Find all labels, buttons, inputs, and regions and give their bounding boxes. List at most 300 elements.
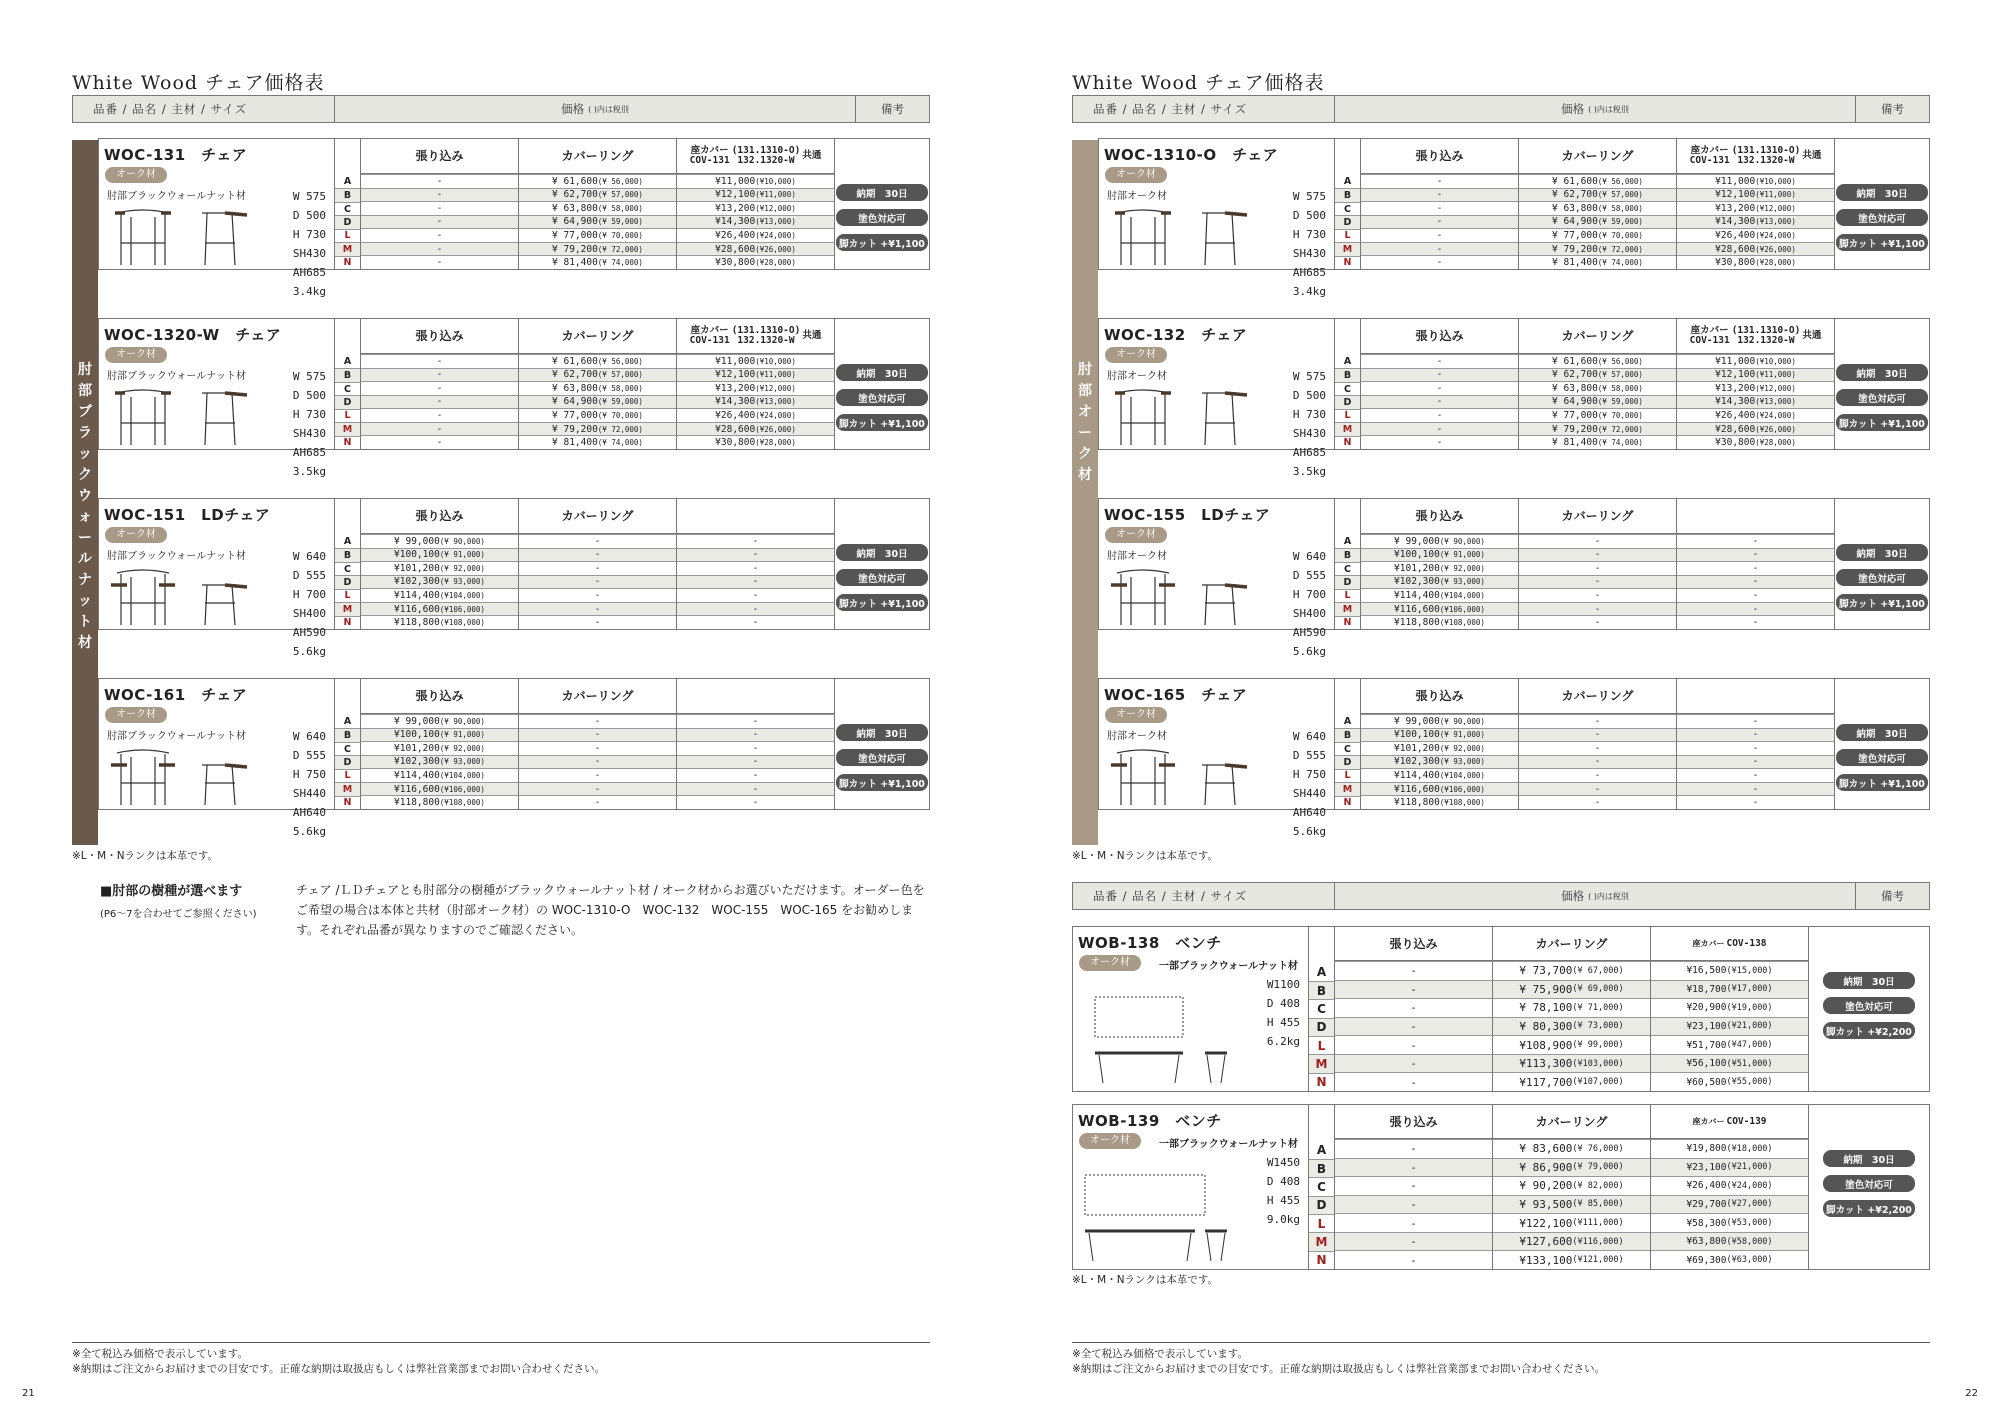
price-cell: -: [519, 714, 676, 728]
price-cell: -: [1519, 755, 1676, 769]
rank-label: N: [1335, 616, 1360, 629]
price-cell: -: [361, 188, 518, 202]
remark-badge: 脚カット +¥2,200: [1823, 1200, 1915, 1217]
product-name: WOC-161 チェア: [104, 686, 248, 704]
price-cell: -: [1361, 215, 1518, 229]
spec-line: SH430: [292, 427, 326, 440]
price-cell: ¥100,100 (¥ 91,000): [1361, 728, 1518, 742]
price-cell: ¥117,700 (¥107,000): [1493, 1072, 1650, 1091]
rank-label: A: [1343, 716, 1352, 728]
remark-badge: 脚カット +¥1,100: [1836, 774, 1928, 791]
rank-label: C: [335, 202, 360, 215]
remark-badge: 脚カット +¥2,200: [1823, 1022, 1915, 1039]
oak-badge: オーク材: [1105, 167, 1167, 183]
price-cell: -: [1361, 188, 1518, 202]
covering-column: [1493, 927, 1651, 1091]
rank-label: L: [1335, 769, 1360, 782]
price-cell: ¥ 99,000 (¥ 90,000): [1361, 714, 1518, 728]
seat-cover-header: 座カバー COV-131 (131.1310-O) 132.1320-W 共通: [1677, 319, 1834, 354]
seat-cover-column: [1677, 679, 1835, 809]
price-cell: -: [677, 782, 834, 796]
spec-line: H 730: [292, 228, 326, 241]
product-name: WOB-138 ベンチ: [1078, 934, 1222, 952]
price-cell: ¥30,800 (¥28,000): [1677, 435, 1834, 449]
spec-line: D 500: [292, 209, 326, 222]
spec-line: AH685: [1292, 446, 1326, 459]
sidebar-char: 材: [78, 635, 92, 651]
table-header: [1072, 882, 1930, 910]
price-cell: ¥ 79,200 (¥ 72,000): [519, 422, 676, 436]
price-cell: -: [1361, 422, 1518, 436]
arm-selection-title: ■肘部の樹種が選べます: [100, 884, 243, 899]
price-cell: ¥101,200 (¥ 92,000): [361, 741, 518, 755]
spec-line: 3.5kg: [1292, 465, 1326, 478]
rank-column: [335, 679, 361, 809]
seat-cover-header: 座カバー COV-131 (131.1310-O) 132.1320-W 共通: [1677, 139, 1834, 174]
price-cell: -: [519, 534, 676, 548]
rank-label: D: [1335, 575, 1360, 588]
leather-note: ※L・M・Nランクは本革です。: [1072, 850, 1219, 862]
price-cell: ¥ 78,100 (¥ 71,000): [1493, 998, 1650, 1017]
arm-selection-sub: (P6～7を合わせてご参照ください): [100, 909, 257, 920]
product-info: [1099, 319, 1335, 478]
price-cell: ¥14,300 (¥13,000): [1677, 215, 1834, 229]
spec-line: 3.4kg: [292, 285, 326, 298]
remark-badge: 納期 30日: [1836, 544, 1928, 561]
spec-line: D 408: [1266, 997, 1300, 1010]
price-cell: -: [361, 381, 518, 395]
rank-label: D: [1335, 395, 1360, 408]
harikomi-column-header: 張り込み: [361, 139, 518, 174]
harikomi-column: [1361, 319, 1519, 449]
price-cell: -: [1677, 602, 1834, 616]
price-cell: ¥133,100 (¥121,000): [1493, 1250, 1650, 1269]
price-cell: ¥12,100 (¥11,000): [677, 188, 834, 202]
price-cell: ¥26,400 (¥24,000): [1677, 408, 1834, 422]
spec-line: D 555: [292, 749, 326, 762]
rank-label: C: [1309, 1177, 1334, 1195]
header-price-note: ( )内は税別: [1588, 891, 1629, 901]
price-cell: ¥28,600 (¥26,000): [677, 242, 834, 256]
price-cell: ¥ 62,700 (¥ 57,000): [1519, 368, 1676, 382]
price-cell: -: [1519, 548, 1676, 562]
price-cell: -: [519, 795, 676, 809]
price-cell: -: [677, 575, 834, 589]
price-cell: -: [361, 408, 518, 422]
seat-cover-column: [677, 499, 835, 629]
spec-line: H 730: [1292, 408, 1326, 421]
price-cell: -: [519, 561, 676, 575]
rank-label: L: [335, 409, 360, 422]
price-cell: ¥ 63,800 (¥ 58,000): [1519, 201, 1676, 215]
price-cell: -: [1677, 548, 1834, 562]
chair-illustration: [1107, 383, 1257, 447]
harikomi-column: [361, 319, 519, 449]
rank-label: D: [335, 215, 360, 228]
price-cell: -: [361, 215, 518, 229]
seat-cover-header: 座カバー COV-131 (131.1310-O) 132.1320-W 共通: [677, 139, 834, 174]
product-block: [1098, 318, 1930, 478]
covering-column-header: カバーリング: [1493, 927, 1650, 961]
header-remarks-col: 備考: [1881, 102, 1904, 116]
spec-line: W 575: [292, 370, 326, 383]
oak-badge: オーク材: [105, 167, 167, 183]
sidebar-char: ッ: [78, 593, 92, 609]
spec-line: SH400: [292, 607, 326, 620]
rank-label: B: [1309, 1159, 1334, 1177]
remark-badge: 塗色対応可: [1836, 749, 1928, 766]
price-cell: -: [1519, 602, 1676, 616]
price-cell: -: [1361, 242, 1518, 256]
remark-badge: 納期 30日: [1836, 184, 1928, 201]
armrest-material: 肘部ブラックウォールナット材: [107, 191, 246, 202]
oak-badge: オーク材: [1105, 347, 1167, 363]
chair-illustration: [107, 743, 257, 807]
seat-cover-header: [677, 499, 834, 534]
price-cell: -: [1677, 615, 1834, 629]
rank-label: D: [335, 395, 360, 408]
price-cell: -: [1335, 1176, 1492, 1195]
rank-label: B: [335, 188, 360, 201]
price-cell: ¥ 79,200 (¥ 72,000): [1519, 422, 1676, 436]
table-header: [72, 95, 930, 123]
price-cell: -: [1335, 1195, 1492, 1214]
covering-column-header: カバーリング: [1519, 679, 1676, 714]
rank-label: A: [343, 356, 352, 368]
seat-cover-column: [1677, 319, 1835, 449]
price-cell: -: [1677, 782, 1834, 796]
header-price-note: ( )内は税別: [588, 104, 629, 114]
price-cell: ¥28,600 (¥26,000): [1677, 242, 1834, 256]
seat-cover-column: [677, 679, 835, 809]
product-name: WOC-165 チェア: [1104, 686, 1248, 704]
rank-column: [335, 319, 361, 449]
harikomi-column-header: 張り込み: [1361, 499, 1518, 534]
footer-notes: [72, 1342, 930, 1377]
spec-line: AH640: [292, 806, 326, 819]
page-title: White Wood チェア価格表: [1072, 72, 1325, 94]
rank-column: [1309, 927, 1335, 1091]
harikomi-column: [1361, 679, 1519, 809]
material-sidebar: [72, 140, 98, 845]
sidebar-char: ラ: [78, 425, 92, 441]
price-cell: -: [677, 548, 834, 562]
covering-column: [1493, 1105, 1651, 1269]
price-cell: -: [1361, 435, 1518, 449]
price-cell: ¥100,100 (¥ 91,000): [361, 548, 518, 562]
spec-line: AH640: [1292, 806, 1326, 819]
price-cell: ¥108,900 (¥ 99,000): [1493, 1035, 1650, 1054]
product-block: [98, 678, 930, 838]
covering-column: [519, 499, 677, 629]
price-cell: -: [677, 588, 834, 602]
price-cell: ¥ 81,400 (¥ 74,000): [1519, 255, 1676, 269]
header-price-col: [1335, 96, 1856, 122]
price-cell: -: [1677, 561, 1834, 575]
bench-illustration: [1081, 993, 1231, 1085]
spec-line: 5.6kg: [1292, 825, 1326, 838]
price-cell: -: [1519, 741, 1676, 755]
price-cell: -: [1519, 782, 1676, 796]
price-cell: -: [361, 354, 518, 368]
price-cell: -: [361, 201, 518, 215]
harikomi-column-header: 張り込み: [1335, 927, 1492, 961]
rank-label: C: [1335, 742, 1360, 755]
product-info: [99, 499, 335, 658]
rank-label: M: [1335, 782, 1360, 795]
sidebar-char: オ: [1078, 404, 1092, 420]
size-specs: [293, 547, 326, 661]
covering-column-header: カバーリング: [519, 499, 676, 534]
rank-label: L: [335, 589, 360, 602]
spec-line: SH400: [1292, 607, 1326, 620]
price-cell: -: [677, 615, 834, 629]
remark-badge: 脚カット +¥1,100: [836, 234, 928, 251]
price-cell: -: [1335, 1017, 1492, 1036]
spec-line: 9.0kg: [1266, 1213, 1300, 1226]
sidebar-char: ナ: [78, 572, 92, 588]
price-cell: ¥ 64,900 (¥ 59,000): [519, 395, 676, 409]
spec-line: AH590: [1292, 626, 1326, 639]
rank-label: N: [335, 796, 360, 809]
oak-badge: オーク材: [1079, 1133, 1141, 1149]
size-specs: [1293, 727, 1326, 841]
remarks: [1835, 139, 1929, 269]
price-cell: ¥ 77,000 (¥ 70,000): [1519, 228, 1676, 242]
price-cell: -: [677, 714, 834, 728]
price-cell: ¥ 61,600 (¥ 56,000): [1519, 354, 1676, 368]
price-cell: -: [1677, 728, 1834, 742]
rank-label: B: [1335, 728, 1360, 741]
size-specs: [1293, 547, 1326, 661]
spec-line: H 700: [1292, 588, 1326, 601]
header-product-col: 品番 / 品名 / 主材 / サイズ: [1073, 883, 1335, 909]
table-header: [1072, 95, 1930, 123]
rank-label: L: [335, 229, 360, 242]
price-cell: ¥ 79,200 (¥ 72,000): [519, 242, 676, 256]
header-price-label: 価格: [1561, 889, 1585, 903]
harikomi-column-header: 張り込み: [1361, 139, 1518, 174]
rank-label: N: [335, 436, 360, 449]
price-cell: ¥102,300 (¥ 93,000): [361, 755, 518, 769]
rank-label: B: [335, 728, 360, 741]
price-cell: ¥122,100 (¥111,000): [1493, 1213, 1650, 1232]
price-cell: -: [1361, 395, 1518, 409]
price-cell: ¥11,000 (¥10,000): [677, 354, 834, 368]
spec-line: AH685: [1292, 266, 1326, 279]
price-cell: -: [1361, 368, 1518, 382]
price-cell: ¥30,800 (¥28,000): [677, 435, 834, 449]
price-cell: -: [1361, 255, 1518, 269]
price-cell: ¥13,200 (¥12,000): [677, 381, 834, 395]
sidebar-char: 部: [1078, 383, 1092, 399]
rank-column: [1335, 319, 1361, 449]
rank-label: M: [1309, 1054, 1334, 1072]
price-cell: ¥30,800 (¥28,000): [677, 255, 834, 269]
price-cell: -: [677, 728, 834, 742]
sidebar-char: 肘: [1078, 362, 1092, 378]
product-block: [1098, 498, 1930, 658]
seat-cover-header: [1677, 499, 1834, 534]
price-cell: ¥ 75,900 (¥ 69,000): [1493, 980, 1650, 999]
bench-illustration: [1081, 1171, 1231, 1263]
rank-label: A: [343, 536, 352, 548]
price-cell: -: [1519, 795, 1676, 809]
price-cell: ¥113,300 (¥103,000): [1493, 1054, 1650, 1073]
rank-label: M: [335, 422, 360, 435]
price-cell: ¥ 90,200 (¥ 82,000): [1493, 1176, 1650, 1195]
product-name: WOC-151 LDチェア: [104, 506, 271, 524]
remarks: [1809, 1105, 1929, 1269]
header-price-label: 価格: [561, 102, 585, 116]
price-cell: ¥28,600 (¥26,000): [1677, 422, 1834, 436]
spec-line: H 730: [1292, 228, 1326, 241]
price-cell: ¥51,700 (¥47,000): [1651, 1035, 1808, 1054]
rank-column: [1335, 139, 1361, 269]
harikomi-column-header: 張り込み: [361, 319, 518, 354]
price-cell: -: [1519, 575, 1676, 589]
sidebar-char: ブ: [78, 404, 92, 420]
price-cell: ¥114,400 (¥104,000): [361, 768, 518, 782]
product-block: [1072, 1104, 1930, 1270]
sidebar-char: 材: [1078, 467, 1092, 483]
price-cell: -: [361, 242, 518, 256]
header-remarks-col: 備考: [1881, 889, 1904, 903]
rank-label: A: [1343, 536, 1352, 548]
page-right: [1000, 0, 2000, 1414]
remark-badge: 塗色対応可: [836, 569, 928, 586]
price-cell: -: [1519, 615, 1676, 629]
rank-label: M: [1335, 242, 1360, 255]
remark-badge: 納期 30日: [836, 544, 928, 561]
seat-cover-column: [1677, 499, 1835, 629]
product-info: [99, 679, 335, 838]
covering-column: [1519, 139, 1677, 269]
price-cell: ¥19,800 (¥18,000): [1651, 1139, 1808, 1158]
price-cell: ¥101,200 (¥ 92,000): [361, 561, 518, 575]
price-cell: -: [1335, 1158, 1492, 1177]
remark-badge: 脚カット +¥1,100: [1836, 414, 1928, 431]
spec-line: W 640: [292, 550, 326, 563]
product-info: [1099, 679, 1335, 838]
product-name: WOC-132 チェア: [1104, 326, 1248, 344]
rank-label: D: [1335, 215, 1360, 228]
remark-badge: 塗色対応可: [1823, 997, 1915, 1014]
sidebar-char: ッ: [78, 446, 92, 462]
remark-badge: 脚カット +¥1,100: [836, 414, 928, 431]
sidebar-char: ウ: [78, 488, 92, 504]
spec-line: H 700: [292, 588, 326, 601]
product-name: WOC-1320-W チェア: [104, 326, 282, 344]
rank-column: [1335, 499, 1361, 629]
harikomi-column: [361, 139, 519, 269]
sidebar-char: ト: [78, 614, 92, 630]
remark-badge: 納期 30日: [1823, 972, 1915, 989]
rank-label: L: [1309, 1036, 1334, 1054]
rank-column: [1309, 1105, 1335, 1269]
price-cell: ¥ 99,000 (¥ 90,000): [361, 714, 518, 728]
covering-column: [519, 679, 677, 809]
size-specs: [293, 187, 326, 301]
rank-label: N: [335, 256, 360, 269]
price-cell: -: [1677, 575, 1834, 589]
spec-line: H 455: [1266, 1016, 1300, 1029]
chair-illustration: [1107, 743, 1257, 807]
price-cell: -: [677, 741, 834, 755]
rank-label: M: [1335, 422, 1360, 435]
price-cell: ¥102,300 (¥ 93,000): [1361, 755, 1518, 769]
armrest-material: 肘部オーク材: [1107, 731, 1167, 742]
rank-label: C: [335, 382, 360, 395]
product-block: [98, 138, 930, 298]
price-cell: ¥ 73,700 (¥ 67,000): [1493, 961, 1650, 980]
page-number: 21: [22, 1388, 35, 1399]
price-cell: -: [1677, 755, 1834, 769]
footer-note-delivery: ※納期はご注文からお届けまでの目安です。正確な納期は取扱店もしくは弊社営業部までお問い合わせください。: [72, 1363, 605, 1375]
remark-badge: 納期 30日: [1836, 364, 1928, 381]
armrest-material: 肘部ブラックウォールナット材: [107, 551, 246, 562]
remark-badge: 脚カット +¥1,100: [1836, 234, 1928, 251]
price-cell: ¥ 79,200 (¥ 72,000): [1519, 242, 1676, 256]
price-cell: ¥ 61,600 (¥ 56,000): [519, 354, 676, 368]
spec-line: SH440: [1292, 787, 1326, 800]
rank-label: D: [1335, 755, 1360, 768]
remark-badge: 塗色対応可: [836, 389, 928, 406]
chair-illustration: [107, 203, 257, 267]
price-cell: -: [1677, 768, 1834, 782]
spec-line: D 500: [1292, 389, 1326, 402]
harikomi-column: [1361, 139, 1519, 269]
sidebar-char: ク: [78, 467, 92, 483]
price-cell: ¥23,100 (¥21,000): [1651, 1158, 1808, 1177]
price-cell: ¥29,700 (¥27,000): [1651, 1195, 1808, 1214]
remark-badge: 脚カット +¥1,100: [836, 594, 928, 611]
rank-label: C: [1309, 999, 1334, 1017]
spec-line: W 575: [292, 190, 326, 203]
price-cell: -: [519, 588, 676, 602]
material-sidebar: [1072, 140, 1098, 845]
covering-column: [1519, 679, 1677, 809]
rank-label: M: [335, 242, 360, 255]
armrest-material: 一部ブラックウォールナット材: [1159, 1139, 1298, 1150]
sidebar-char: 部: [78, 383, 92, 399]
remarks: [1809, 927, 1929, 1091]
seat-cover-column: [677, 319, 835, 449]
remarks: [1835, 319, 1929, 449]
spec-line: H 455: [1266, 1194, 1300, 1207]
price-cell: ¥69,300 (¥63,000): [1651, 1250, 1808, 1269]
spec-line: W 640: [292, 730, 326, 743]
rank-label: N: [1335, 436, 1360, 449]
price-cell: -: [1361, 354, 1518, 368]
header-product-col: 品番 / 品名 / 主材 / サイズ: [1073, 96, 1335, 122]
price-cell: -: [1361, 201, 1518, 215]
spec-line: H 750: [1292, 768, 1326, 781]
rank-label: C: [1335, 202, 1360, 215]
seat-cover-header: 座カバー COV-138: [1651, 927, 1808, 961]
rank-label: A: [1343, 176, 1352, 188]
product-name: WOC-155 LDチェア: [1104, 506, 1271, 524]
price-cell: ¥ 99,000 (¥ 90,000): [1361, 534, 1518, 548]
price-cell: ¥100,100 (¥ 91,000): [1361, 548, 1518, 562]
rank-label: D: [335, 755, 360, 768]
oak-badge: オーク材: [105, 707, 167, 723]
price-cell: ¥13,200 (¥12,000): [1677, 201, 1834, 215]
remark-badge: 納期 30日: [1823, 1150, 1915, 1167]
seat-cover-header: 座カバー COV-139: [1651, 1105, 1808, 1139]
price-cell: ¥ 81,400 (¥ 74,000): [1519, 435, 1676, 449]
price-cell: ¥118,800 (¥108,000): [1361, 795, 1518, 809]
